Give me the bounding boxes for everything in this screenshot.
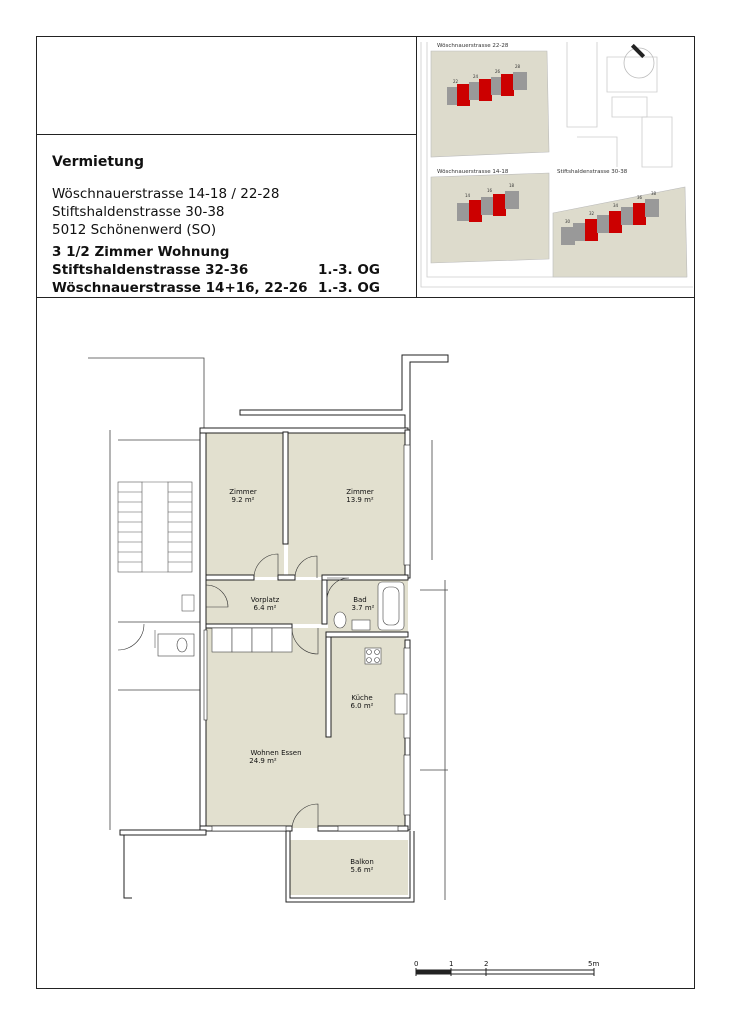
house-number: 36	[637, 195, 643, 200]
scale-tick-label: 2	[484, 960, 489, 968]
house-number: 14	[465, 193, 471, 198]
room-area: 5.6 m²	[350, 866, 374, 874]
address-line-1: Wöschnauerstrasse 14-18 / 22-28	[52, 186, 280, 202]
house-number: 30	[565, 219, 571, 224]
title-divider	[36, 134, 416, 135]
page-title: Vermietung	[52, 154, 144, 170]
room-balkon	[290, 840, 408, 895]
availability-street-1: Stiftshaldenstrasse 32-36	[52, 262, 249, 278]
house-number: 24	[473, 74, 479, 79]
room-area: 6.0 m²	[350, 702, 374, 710]
room-zimmer-1	[206, 432, 284, 577]
room-label: Küche	[351, 694, 373, 702]
site-lot-b	[431, 173, 549, 263]
site-label-c: Stiftshaldenstrasse 30-38	[557, 169, 628, 175]
house-number: 18	[509, 183, 515, 188]
room-label: Zimmer	[229, 488, 257, 496]
room-label: Balkon	[350, 858, 374, 866]
room-area: 9.2 m²	[231, 496, 255, 504]
house-number: 32	[589, 211, 595, 216]
room-area: 3.7 m²	[351, 604, 375, 612]
scale-tick-label: 0	[414, 960, 419, 968]
site-label-b: Wöschnauerstrasse 14-18	[437, 169, 509, 175]
house-number: 34	[613, 203, 619, 208]
house-number: 26	[495, 69, 501, 74]
house-number: 16	[487, 188, 493, 193]
floor-plan	[80, 350, 460, 910]
room-label: Zimmer	[346, 488, 374, 496]
scale-bar	[408, 958, 608, 982]
room-label: Vorplatz	[250, 596, 280, 604]
address-line-3: 5012 Schönenwerd (SO)	[52, 222, 217, 238]
unit-type: 3 1/2 Zimmer Wohnung	[52, 244, 230, 260]
room-label: Wohnen Essen	[250, 749, 302, 757]
room-zimmer-2	[288, 432, 408, 577]
room-area: 13.9 m²	[346, 496, 374, 504]
house-number: 28	[515, 64, 521, 69]
site-label-a: Wöschnauerstrasse 22-28	[437, 43, 509, 49]
room-area: 24.9 m²	[249, 757, 277, 765]
address-line-2: Stiftshaldenstrasse 30-38	[52, 204, 225, 220]
scale-tick-label: 1	[449, 960, 454, 968]
room-area: 6.4 m²	[253, 604, 277, 612]
site-plan	[417, 37, 694, 297]
house-number: 38	[651, 191, 657, 196]
availability-street-2: Wöschnauerstrasse 14+16, 22-26	[52, 280, 308, 296]
header-divider	[36, 297, 695, 298]
scale-tick-label: 5m	[588, 960, 600, 968]
house-number: 22	[453, 79, 459, 84]
availability-floors-2: 1.-3. OG	[318, 280, 380, 296]
availability-floors-1: 1.-3. OG	[318, 262, 380, 278]
room-label: Bad	[353, 596, 367, 604]
stairwell	[118, 482, 194, 648]
